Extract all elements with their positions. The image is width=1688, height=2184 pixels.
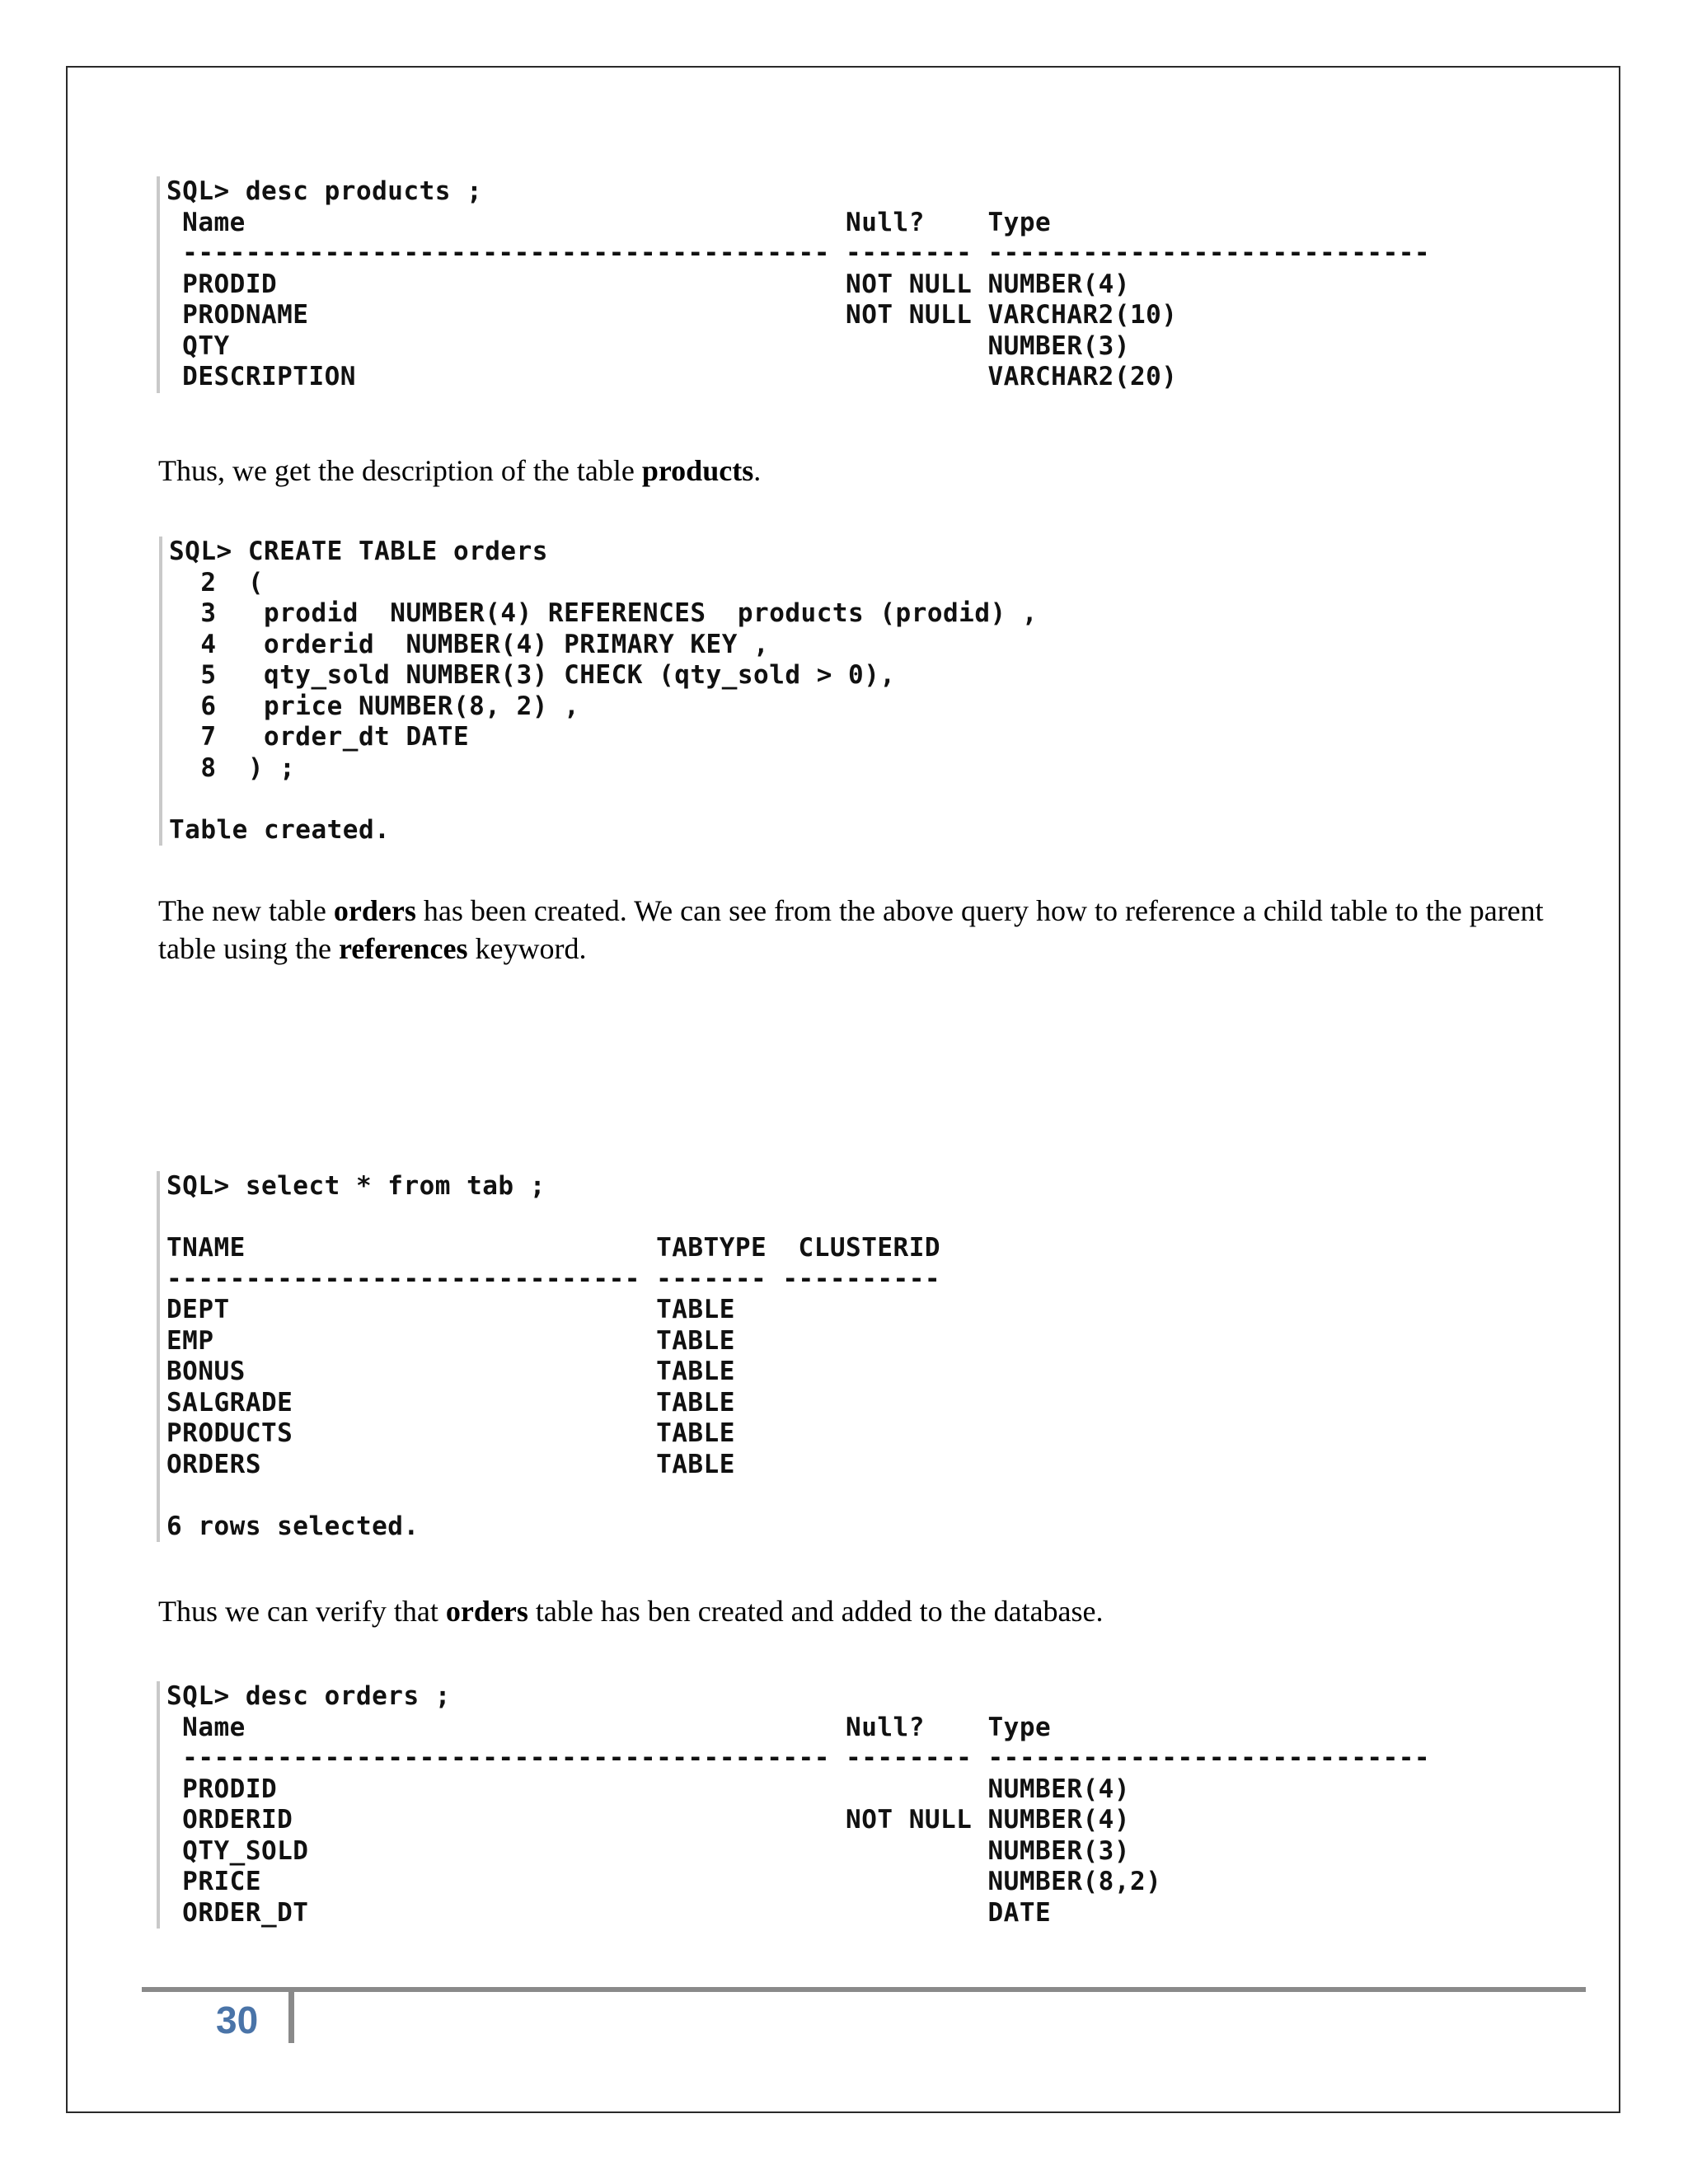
console-line: 2 ( <box>169 567 264 598</box>
console-desc-products <box>157 176 1535 393</box>
console-line: ORDER_DT DATE <box>166 1897 1052 1928</box>
footer-rule <box>142 1987 1586 1992</box>
console-line: PRODUCTS TABLE <box>166 1418 735 1448</box>
console-line <box>166 1480 1073 1511</box>
para1-bold-products: products <box>641 454 754 487</box>
console-line: ------------------------------ ------- ---------- <box>166 1263 941 1294</box>
para3-text-1: Thus we can verify that <box>158 1595 446 1628</box>
console-line: QTY_SOLD NUMBER(3) <box>166 1835 1130 1866</box>
console-line: BONUS TABLE <box>166 1357 735 1386</box>
console-create-table-orders <box>159 537 1240 846</box>
page-number: 30 <box>216 1999 259 2041</box>
console-select-from-tab <box>157 1171 1073 1542</box>
console-line: DESCRIPTION VARCHAR2(20) <box>166 362 1178 391</box>
para2-bold-orders: orders <box>333 894 416 927</box>
console-line: PRODID NOT NULL NUMBER(4) <box>166 269 1130 299</box>
console-line: SQL> desc orders ; <box>166 1681 451 1711</box>
console-line: 3 prodid NUMBER(4) REFERENCES products (prodid) , <box>169 598 1038 628</box>
console-line: Table created. <box>169 814 391 845</box>
console-line: 6 rows selected. <box>166 1511 420 1541</box>
console-line: SQL> select * from tab ; <box>166 1171 546 1201</box>
console-line: SQL> desc products ; <box>166 176 483 206</box>
para3-text-2: table has ben created and added to the database. <box>528 1595 1104 1628</box>
paragraph-products-description <box>158 452 1576 490</box>
console-desc-orders <box>157 1681 1535 1929</box>
console-line: 7 order_dt DATE <box>169 722 470 752</box>
console-line <box>169 784 1240 815</box>
para2-text-1: The new table <box>158 894 334 927</box>
paragraph-orders-created <box>158 892 1576 968</box>
console-line <box>166 1202 1073 1234</box>
console-line: SQL> CREATE TABLE orders <box>169 537 548 566</box>
console-line: DEPT TABLE <box>166 1295 735 1324</box>
console-line: PRODID NUMBER(4) <box>166 1774 1130 1804</box>
console-line: 4 orderid NUMBER(4) PRIMARY KEY , <box>169 629 770 659</box>
console-line: Name Null? Type <box>166 1712 1052 1742</box>
para3-bold-orders: orders <box>445 1595 528 1628</box>
console-line: 6 price NUMBER(8, 2) , <box>169 691 580 721</box>
console-line: 5 qty_sold NUMBER(3) CHECK (qty_sold > 0), <box>169 660 896 690</box>
console-line: PRODNAME NOT NULL VARCHAR2(10) <box>166 300 1178 330</box>
paragraph-orders-verified <box>158 1592 1576 1630</box>
console-line: ----------------------------------------- -------- ---------------------------- <box>166 1743 1431 1773</box>
footer-separator <box>288 1992 294 2043</box>
console-line: ORDERS TABLE <box>166 1449 735 1479</box>
console-line: TNAME TABTYPE CLUSTERID <box>166 1233 941 1263</box>
console-line: Name Null? Type <box>166 207 1052 237</box>
console-line: 8 ) ; <box>169 752 296 783</box>
console-line: QTY NUMBER(3) <box>166 330 1130 361</box>
para2-text-2: has been created. We can see from the above query how to reference a child table to the parent table using the <box>158 894 1544 965</box>
console-line: PRICE NUMBER(8,2) <box>166 1867 1162 1896</box>
para2-text-3: keyword. <box>467 932 587 965</box>
para2-bold-references: references <box>338 932 468 965</box>
console-line: SALGRADE TABLE <box>166 1387 735 1418</box>
console-line: EMP TABLE <box>166 1325 735 1356</box>
para1-text-end: . <box>753 454 762 487</box>
para1-text: Thus, we get the description of the table <box>158 454 642 487</box>
console-line: ORDERID NOT NULL NUMBER(4) <box>166 1805 1130 1835</box>
console-line: ----------------------------------------- -------- ---------------------------- <box>166 238 1431 268</box>
